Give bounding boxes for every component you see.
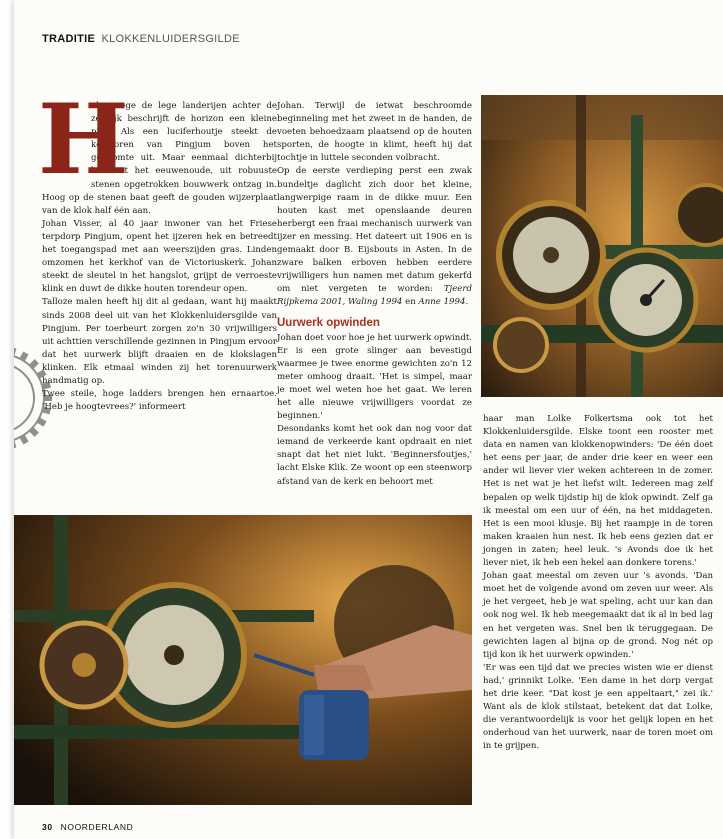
section-kicker: TRADITIE [42,33,96,45]
paragraph: Johan Visser, al 40 jaar inwoner van het Friese terpdorp Pingjum, opent het ijzeren hek en betreedt het toegangspad met aan weerszijden gras. Linden omzomen het kerkhof van de Victoriuskerk. Johan steekt de sleutel in het hangslot, grijpt de verroeste klink en duwt de dikke houten torendeur open. [42,218,277,295]
paragraph: Johan. Terwijl de ietwat beschroomde beginneling met het zweet in de handen, de voeten behoedzaam plaatsend op de houten sporten, de hoogte in klimt, heeft hij dat tochtje in luttele seconden volbracht. [277,101,472,164]
section-title: KLOKKENLUIDERSGILDE [101,33,240,45]
drop-cap: H [38,83,129,196]
paragraph: haar man Lolke Folkertsma ook tot het Klokkenluidersgilde. Elske toont een rooster met data en namen van klokkenopwinders: 'De één doet het eens per jaar, de ander drie keer en weer een ander wil liever vier weken achtereen in de zomer. Het is net wat je het liefst wilt. Iedereen mag zelf bepalen op welk tijdstip hij de klok opwindt. Zelf ga ik meestal om een uur of één, na het middageten. Het is een mooi klusje. Bij het raampje in de toren maken kraaien hun nest. Ik heb eens gezien dat er jongen in zaten; heel leuk. 's Avonds doe ik het liever niet, ik heb een hekel aan donkere torens.' [483,414,713,569]
paragraph: Talloze malen heeft hij dit al gedaan, want hij maakt sinds 2008 deel uit van het Klokkenluidersgilde van Pingjum. Per toerbeurt zorgen zo'n 30 vrijwilligers uit achttien verschillende gezinnen in Pingjum ervoor dat het uurwerk blijft draaien en de klokslagen klinken. Elk etmaal winden zij het torenuurwerk handmatig op. [42,297,277,386]
magazine-name: NOORDERLAND [60,822,134,832]
article-column-3 [483,413,713,753]
paragraph: alverwege de lege landerijen achter de zeedijk beschrijft de horizon een kleine piek. Als een luciferhoutje steekt de kerktoren van Pingjum boven het geboomte uit. Maar eenmaal dichterbij boezemt het eeuwenoude, uit robuuste stenen opgetrokken bouwwerk ontzag in. Hoog op de stenen baat geeft de gouden wijzerplaat van de klok half één aan. [42,101,277,216]
article-column-1 [38,83,277,414]
paragraph: Op de eerste verdieping perst een zwak bundeltje daglicht zich door het kleine, langwerpige raam in de dikke muur. Een houten kast met openslaande deuren herbergt een fraai mechanisch uurwerk van ijzer en messing. Het dateert uit 1906 en is gemaakt door B. Eijsbouts in Asten. In de zware balken erboven hebben eerdere vrijwilligers hun namen met datum gekerfd om niet vergeten te worden: Tjeerd Rijpkema 2001, Waling 1994 en Anne 1994. [277,166,472,308]
paragraph: Desondanks komt het ook dan nog voor dat iemand de verkeerde kant opdraait en niet snapt dat het niet lukt. 'Beginnersfoutjes,' lacht Elske Klik. Ze woont op een steenworp afstand van de kerk en behoort met [277,424,472,487]
section-header [42,33,240,45]
paragraph: Johan gaat meestal om zeven uur 's avonds. 'Dan moet het de volgende avond om zeven uur weer. Als je het vergeet, heb je wat speling, acht uur kan dan ook nog wel. Ik heb meegemaakt dat ik al in bed lag en het vergeten was. Snel ben ik teruggegaan. De gewichten lagen al bijna op de grond. Nog nét op tijd kon ik het uurwerk opwinden.' [483,571,713,660]
oil-can-photo [14,515,472,805]
paragraph: Johan doet voor hoe je het uurwerk opwindt. Er is een grote slinger aan bevestigd waarmee je twee enorme gewichten zo'n 12 meter omhoog draait. 'Het is simpel, maar je moet wel weten hoe het gaat. We leren het alle nieuwe vrijwilligers voordat ze beginnen.' [277,332,473,422]
page-number: 30 [42,822,53,832]
magazine-page [14,0,723,839]
page-footer [42,822,133,832]
article-column-2 [277,100,472,489]
carved-name: Anne 1994 [418,297,466,308]
paragraph: Twee steile, hoge ladders brengen hen ernaartoe. 'Heb je hoogtevrees?' informeert [42,389,277,413]
subheading: Uurwerk opwinden [277,316,380,329]
paragraph: 'Er was een tijd dat we precies wisten wie er dienst had,' grinnikt Lolke. 'Een dame in het dorp vergat het drie keer. "Dat kost je een appeltaart," zei ik.' Want als de klok stilstaat, betekent dat dat Lolke, die verantwoordelijk is voor het gelijk lopen en het onderhoud van het uurwerk, naar de toren moet om in te grijpen. [483,662,713,752]
carved-name: Tjeerd Rijpkema 2001 [277,284,472,308]
clockwork-photo [481,95,723,397]
carved-name: Waling 1994 [348,297,403,308]
